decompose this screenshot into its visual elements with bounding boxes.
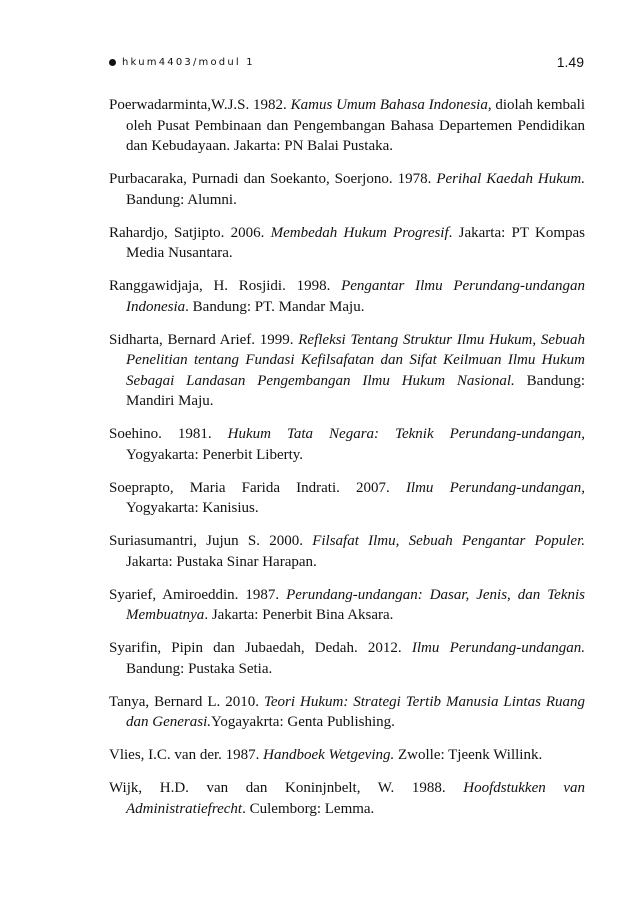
reference-author-year: Rahardjo, Satjipto. 2006.	[109, 224, 271, 241]
reference-title: Ilmu Perundang-undangan.	[411, 640, 585, 656]
bullet-icon	[109, 59, 116, 66]
reference-entry	[109, 169, 585, 210]
reference-title: Filsafat Ilmu, Sebuah Pengantar Populer.	[312, 533, 585, 549]
reference-entry	[109, 638, 585, 679]
reference-publisher: Bandung: Mandiri Maju.	[126, 372, 585, 409]
running-header	[109, 52, 584, 72]
reference-title: Teori Hukum: Strategi Tertib Manusia Lintas Ruang dan Generasi.	[126, 693, 586, 730]
reference-publisher: . Bandung: PT. Mandar Maju.	[185, 298, 365, 315]
reference-title: Perihal Kaedah Hukum.	[436, 171, 585, 187]
reference-publisher: Bandung: Alumni.	[126, 191, 237, 208]
reference-entry	[109, 330, 585, 412]
reference-author-year: Suriasumantri, Jujun S. 2000.	[109, 533, 313, 549]
header-left	[109, 57, 255, 68]
reference-author-year: Syarifin, Pipin dan Jubaedah, Dedah. 2012.	[109, 640, 412, 656]
reference-list	[109, 95, 585, 832]
reference-entry	[109, 223, 585, 264]
reference-title: Hoofdstukken van Administratiefrecht	[126, 780, 586, 817]
reference-publisher: . Jakarta: Penerbit Bina Aksara.	[204, 607, 394, 623]
reference-publisher: . Jakarta: PT Kompas Media Nusantara.	[126, 224, 586, 261]
reference-publisher: Yogyakarta: Kanisius.	[126, 500, 259, 516]
reference-title: Perundang-undangan: Dasar, Jenis, dan Teknis Membuatnya	[126, 586, 585, 623]
reference-publisher: . Culemborg: Lemma.	[242, 800, 375, 817]
reference-entry	[109, 692, 585, 733]
reference-entry	[109, 276, 585, 317]
reference-title: Kamus Umum Bahasa Indonesia	[290, 97, 488, 113]
reference-entry	[109, 424, 585, 465]
reference-author-year: Soehino. 1981.	[109, 426, 228, 442]
reference-publisher: Yogayakrta: Genta Publishing.	[211, 714, 395, 730]
reference-entry	[109, 585, 585, 626]
reference-author-year: Tanya, Bernard L. 2010.	[109, 693, 264, 710]
reference-author-year: Vlies, I.C. van der. 1987.	[109, 747, 264, 763]
reference-title: Handboek Wetgeving.	[263, 747, 395, 763]
reference-author-year: Wijk, H.D. van dan Koninjnbelt, W. 1988.	[109, 780, 464, 796]
reference-author-year: Soeprapto, Maria Farida Indrati. 2007.	[109, 479, 406, 496]
reference-author-year: Syarief, Amiroeddin. 1987.	[109, 586, 287, 603]
reference-publisher: Jakarta: Pustaka Sinar Harapan.	[126, 553, 317, 570]
reference-publisher: , diolah kembali oleh Pusat Pembinaan dan Pengembangan Bahasa Departemen Pendidikan dan Kebudayaan. Jakarta: PN Balai Pustaka.	[126, 97, 585, 154]
reference-title: Refleksi Tentang Struktur Ilmu Hukum, Sebuah Penelitian tentang Fundasi Kefilsafatan dan Sifat Keilmuan Ilmu Hukum Sebagai Landasan Pengembangan Ilmu Hukum Nasional.	[126, 331, 585, 389]
reference-entry	[109, 745, 585, 766]
reference-entry	[109, 95, 585, 157]
reference-author-year: Poerwadarminta,W.J.S. 1982.	[109, 97, 291, 113]
reference-publisher: Bandung: Pustaka Setia.	[126, 660, 273, 677]
reference-entry	[109, 531, 585, 572]
page-number: 1.49	[556, 54, 584, 70]
reference-entry	[109, 778, 585, 819]
reference-author-year: Ranggawidjaja, H. Rosjidi. 1998.	[109, 278, 342, 294]
reference-publisher: Yogyakarta: Penerbit Liberty.	[126, 446, 304, 463]
reference-author-year: Sidharta, Bernard Arief. 1999.	[109, 331, 299, 348]
reference-author-year: Purbacaraka, Purnadi dan Soekanto, Soerjono. 1978.	[109, 171, 437, 187]
reference-publisher: Zwolle: Tjeenk Willink.	[394, 747, 543, 763]
module-label: hkum4403/modul 1	[122, 56, 255, 68]
reference-title: Pengantar Ilmu Perundang-undangan Indonesia	[126, 278, 585, 315]
reference-title: Hukum Tata Negara: Teknik Perundang-undangan,	[227, 426, 585, 442]
reference-title: Ilmu Perundang-undangan,	[405, 479, 585, 496]
reference-entry	[109, 478, 585, 519]
reference-title: Membedah Hukum Progresif	[270, 224, 449, 241]
